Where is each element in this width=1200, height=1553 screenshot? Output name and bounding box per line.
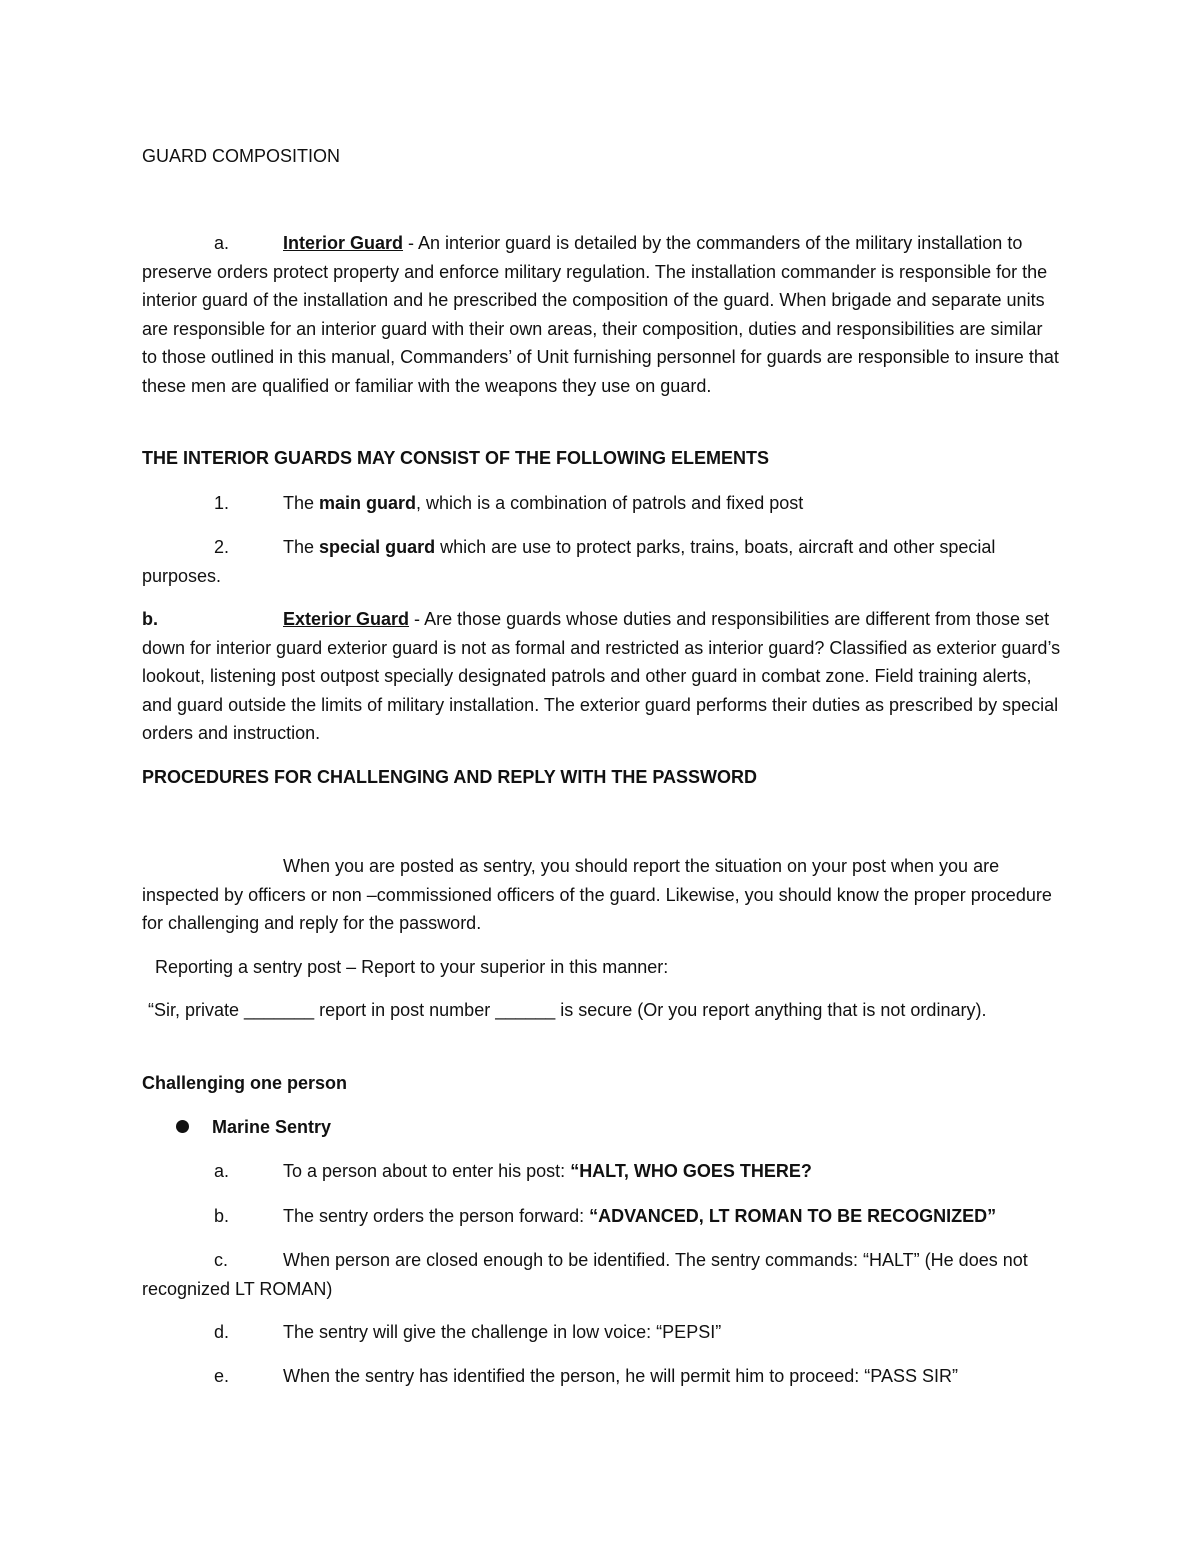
elements-heading-text: THE INTERIOR GUARDS MAY CONSIST OF THE FOLLOWING ELEMENTS	[142, 448, 770, 468]
reporting-line	[155, 953, 1075, 982]
step-item	[142, 1157, 1062, 1187]
sentry-paragraph-text: When you are posted as sentry, you should report the situation on your post when you are inspected by officers or non –commissioned officers of the guard. Likewise, you should know the proper procedure for challenging and reply for the password.	[142, 856, 1052, 934]
element-text-post: which are use to protect parks, trains, boats, aircraft and other special purposes.	[142, 537, 996, 586]
challenging-heading-text: Challenging one person	[142, 1073, 348, 1093]
step-text	[283, 1157, 812, 1186]
step-text: The sentry will give the challenge in low voice: “PEPSI”	[283, 1322, 722, 1342]
exterior-guard-paragraph	[142, 605, 1062, 748]
step-letter: b.	[214, 1206, 230, 1226]
element-term: main guard	[319, 493, 417, 513]
step-text: When the sentry has identified the person, he will permit him to proceed: “PASS SIR”	[283, 1366, 958, 1386]
procedures-heading-text: PROCEDURES FOR CHALLENGING AND REPLY WITH THE PASSWORD	[142, 767, 758, 787]
elements-heading	[142, 444, 1062, 473]
marine-sentry-label	[212, 1113, 812, 1142]
exterior-guard-sep: -	[409, 609, 425, 629]
interior-guard-term: Interior Guard	[283, 233, 404, 253]
step-letter: c.	[214, 1250, 229, 1270]
document-title-text: GUARD COMPOSITION	[142, 146, 341, 166]
element-number: 1.	[214, 493, 230, 513]
step-letter: a.	[214, 1161, 230, 1181]
challenging-heading	[142, 1069, 1062, 1098]
step-text-bold: “HALT, WHO GOES THERE?	[570, 1161, 812, 1181]
sentry-paragraph	[142, 852, 1062, 938]
element-term: special guard	[319, 537, 436, 557]
step-item	[142, 1362, 1062, 1392]
marine-sentry-text: Marine Sentry	[212, 1117, 332, 1137]
step-text-pre: The sentry orders the person forward:	[283, 1206, 590, 1226]
exterior-guard-body: Are those guards whose duties and responsibilities are different from those set down for interior guard exterior guard is not as formal and restricted as interior guard? Classified as exterior guard’s lookout, listening post outpost specially designated patrols and other guard in combat zone. Field training alerts, and guard outside the limits of military installation. The exterior guard performs their duties as prescribed by special orders and instruction.	[142, 609, 1061, 744]
step-text	[283, 1202, 996, 1231]
step-text: When person are closed enough to be identified. The sentry commands: “HALT” (He does not recognized LT ROMAN)	[142, 1250, 1028, 1299]
step-text-bold: “ADVANCED, LT ROMAN TO BE RECOGNIZED”	[589, 1206, 997, 1226]
step-letter: e.	[214, 1366, 230, 1386]
step-letter: d.	[214, 1322, 230, 1342]
element-text-pre: The	[283, 537, 320, 557]
reporting-line-text: Reporting a sentry post – Report to your superior in this manner:	[155, 957, 669, 977]
report-quote	[142, 996, 1062, 1025]
exterior-guard-marker: b.	[142, 609, 158, 629]
step-text-pre: To a person about to enter his post:	[283, 1161, 571, 1181]
bullet-icon	[176, 1120, 189, 1133]
interior-guard-paragraph	[142, 229, 1062, 401]
element-text	[283, 489, 803, 518]
exterior-guard-term: Exterior Guard	[283, 609, 410, 629]
element-text-post: , which is a combination of patrols and fixed post	[416, 493, 804, 513]
interior-guard-body: An interior guard is detailed by the commanders of the military installation to preserve orders protect property and enforce military regulation. The installation commander is responsible for the interior guard of the installation and he prescribed the composition of the guard. When brigade and separate units are responsible for an interior guard with their own areas, their composition, duties and responsibilities are similar to those outlined in this manual, Commanders’ of Unit furnishing personnel for guards are responsible to insure that these men are qualified or familiar with the weapons they use on guard.	[142, 233, 1059, 396]
report-quote-text: “Sir, private _______ report in post number ______ is secure (Or you report anything that is not ordinary).	[148, 1000, 987, 1020]
element-item-special-guard	[142, 533, 1062, 590]
interior-guard-marker: a.	[214, 233, 230, 253]
interior-guard-sep: -	[403, 233, 419, 253]
step-item	[142, 1202, 1062, 1232]
element-number: 2.	[214, 537, 230, 557]
element-item-main-guard	[142, 489, 1062, 519]
step-item	[142, 1246, 1062, 1303]
step-item	[142, 1318, 1062, 1348]
document-title	[142, 142, 1062, 171]
element-text-pre: The	[283, 493, 320, 513]
procedures-heading	[142, 763, 1062, 792]
